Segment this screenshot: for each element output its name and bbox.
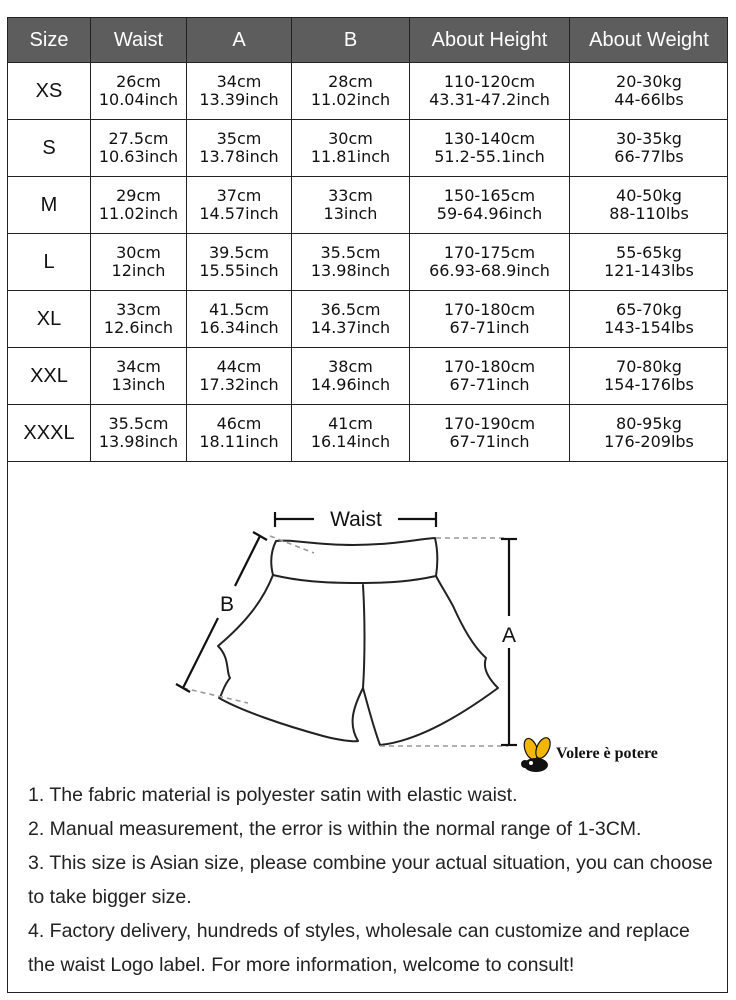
- b-cm: 35.5cm: [320, 243, 381, 262]
- shorts-body-outline: [218, 575, 498, 745]
- waist-inch: 13inch: [111, 375, 166, 394]
- waist-inch: 13.98inch: [98, 432, 179, 451]
- height-inch: 67-71inch: [449, 432, 530, 451]
- notes-list: [28, 778, 718, 982]
- bee-icon: [518, 736, 558, 776]
- a-inch: 14.57inch: [199, 204, 279, 223]
- a-inch: 13.39inch: [199, 90, 279, 109]
- waistband-outline: [271, 538, 437, 583]
- waist-inch: 12inch: [111, 261, 166, 280]
- a-cm: 44cm: [216, 357, 262, 376]
- header-b: B: [292, 18, 410, 63]
- height-cm: 170-190cm: [443, 414, 536, 433]
- b-inch: 14.96inch: [310, 375, 391, 394]
- height-inch: 43.31-47.2inch: [429, 90, 550, 109]
- weight-kg: 65-70kg: [616, 300, 682, 319]
- waist-cm: 33cm: [116, 300, 161, 319]
- note-item: 2. Manual measurement, the error is within the normal range of 1-3CM.: [28, 818, 642, 840]
- b-cm: 33cm: [328, 186, 373, 205]
- b-inch: 11.02inch: [310, 90, 391, 109]
- waist-inch: 12.6inch: [103, 318, 174, 337]
- weight-kg: 30-35kg: [616, 129, 682, 148]
- weight-lbs: 154-176lbs: [604, 375, 694, 394]
- height-cm: 150-165cm: [443, 186, 536, 205]
- b-inch: 13inch: [323, 204, 378, 223]
- size-cell: XS: [8, 63, 91, 120]
- weight-kg: 40-50kg: [616, 186, 682, 205]
- header-waist: Waist: [91, 18, 187, 63]
- weight-kg: 70-80kg: [616, 357, 682, 376]
- weight-lbs: 66-77lbs: [614, 147, 684, 166]
- size-cell: L: [8, 234, 91, 291]
- weight-lbs: 44-66lbs: [614, 90, 684, 109]
- b-dimension-line: [235, 536, 260, 586]
- header-weight: About Weight: [570, 18, 729, 63]
- a-label: A: [501, 624, 517, 647]
- b-inch: 11.81inch: [310, 147, 391, 166]
- height-inch: 66.93-68.9inch: [429, 261, 550, 280]
- header-height: About Height: [410, 18, 570, 63]
- height-inch: 67-71inch: [449, 318, 530, 337]
- b-cm: 41cm: [328, 414, 373, 433]
- b-cm: 36.5cm: [320, 300, 381, 319]
- a-inch: 13.78inch: [199, 147, 279, 166]
- height-cm: 130-140cm: [443, 129, 536, 148]
- a-inch: 16.34inch: [199, 318, 279, 337]
- brand-logo: [518, 736, 718, 776]
- note-item: 4. Factory delivery, hundreds of styles, wholesale can customize and replace the waist Logo label. For more information, welcome to consult!: [28, 920, 690, 976]
- size-cell: XXL: [8, 348, 91, 405]
- height-cm: 170-175cm: [443, 243, 536, 262]
- b-inch: 13.98inch: [310, 261, 391, 280]
- height-cm: 110-120cm: [443, 72, 536, 91]
- b-top-guide: [270, 536, 314, 553]
- note-item: 1. The fabric material is polyester satin with elastic waist.: [28, 784, 518, 806]
- height-inch: 67-71inch: [449, 375, 530, 394]
- note-item: 3. This size is Asian size, please combine your actual situation, you can choose to take bigger size.: [28, 852, 713, 908]
- waist-inch: 10.63inch: [98, 147, 179, 166]
- b-tick-top: [253, 532, 267, 540]
- a-cm: 37cm: [216, 186, 262, 205]
- b-tick-bottom: [176, 684, 190, 692]
- a-cm: 41.5cm: [208, 300, 269, 319]
- height-cm: 170-180cm: [443, 300, 536, 319]
- waist-inch: 10.04inch: [98, 90, 179, 109]
- size-chart-sheet: [7, 17, 728, 993]
- b-cm: 30cm: [328, 129, 373, 148]
- a-cm: 39.5cm: [208, 243, 269, 262]
- weight-lbs: 88-110lbs: [609, 204, 689, 223]
- b-dimension-line-lower: [183, 618, 218, 688]
- a-cm: 35cm: [216, 129, 262, 148]
- size-cell: XXXL: [8, 405, 91, 462]
- size-cell: S: [8, 120, 91, 177]
- b-cm: 28cm: [328, 72, 373, 91]
- weight-lbs: 121-143lbs: [604, 261, 694, 280]
- waist-inch: 11.02inch: [98, 204, 179, 223]
- waist-cm: 26cm: [116, 72, 161, 91]
- height-inch: 59-64.96inch: [436, 204, 543, 223]
- weight-lbs: 176-209lbs: [604, 432, 694, 451]
- weight-lbs: 143-154lbs: [604, 318, 694, 337]
- a-inch: 15.55inch: [199, 261, 279, 280]
- b-label: B: [219, 593, 235, 616]
- size-cell: XL: [8, 291, 91, 348]
- b-inch: 16.14inch: [310, 432, 391, 451]
- crotch-seam: [363, 585, 365, 688]
- b-inch: 14.37inch: [310, 318, 391, 337]
- waist-cm: 30cm: [116, 243, 161, 262]
- a-cm: 34cm: [216, 72, 262, 91]
- weight-kg: 20-30kg: [616, 72, 682, 91]
- brand-text: Volere è potere: [556, 745, 658, 762]
- a-cm: 46cm: [216, 414, 262, 433]
- waist-cm: 34cm: [116, 357, 161, 376]
- b-cm: 38cm: [328, 357, 373, 376]
- height-cm: 170-180cm: [443, 357, 536, 376]
- header-size: Size: [8, 18, 91, 63]
- height-inch: 51.2-55.1inch: [434, 147, 545, 166]
- shorts-measurement-diagram: [8, 18, 728, 778]
- waist-label: Waist: [330, 508, 382, 531]
- b-bottom-guide: [183, 688, 248, 703]
- waist-cm: 29cm: [116, 186, 161, 205]
- weight-kg: 80-95kg: [616, 414, 682, 433]
- a-inch: 18.11inch: [199, 432, 279, 451]
- size-cell: M: [8, 177, 91, 234]
- waist-cm: 35.5cm: [108, 414, 169, 433]
- waist-cm: 27.5cm: [108, 129, 169, 148]
- weight-kg: 55-65kg: [616, 243, 682, 262]
- header-a: A: [187, 18, 292, 63]
- a-inch: 17.32inch: [199, 375, 279, 394]
